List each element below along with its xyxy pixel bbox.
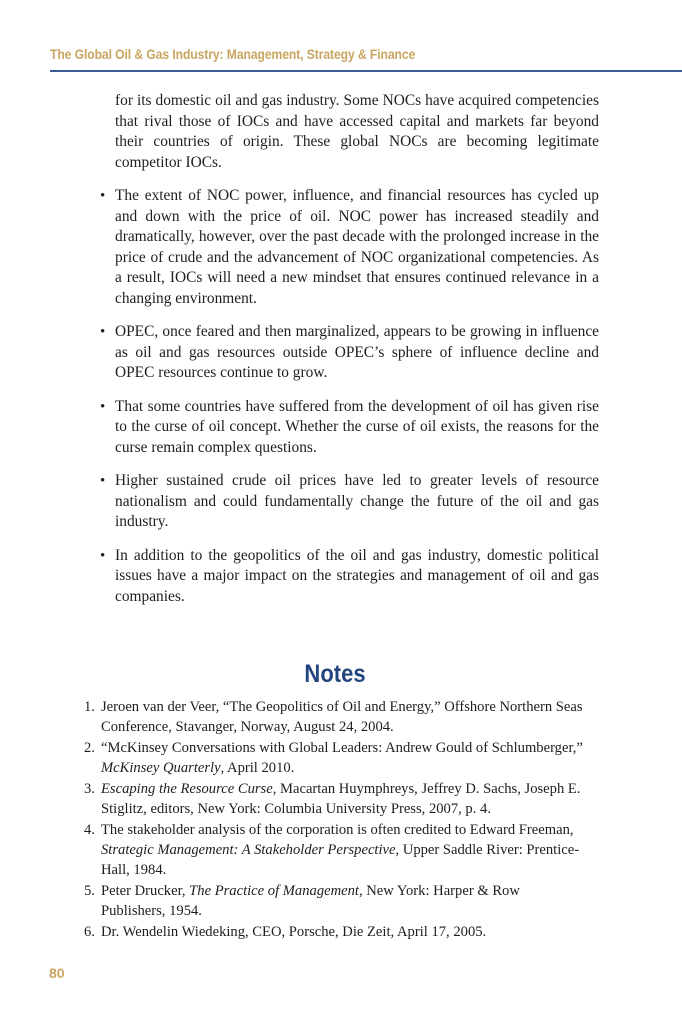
bullet-text: That some countries have suffered from the development of oil has given rise to the curse of oil concept. Whether the curse of oil exists, the reasons for the curse remain complex questions. — [115, 397, 599, 456]
bullet-text: Higher sustained crude oil prices have led to greater levels of resource nationalism and could fundamentally change the future of the oil and gas industry. — [115, 472, 599, 530]
note-item — [80, 738, 585, 778]
header-rule — [50, 70, 682, 72]
bullet-text: In addition to the geopolitics of the oil and gas industry, domestic political issues have a major impact on the strategies and management of oil and gas companies. — [115, 546, 599, 605]
note-italic-title: Escaping the Resource Curse — [101, 780, 273, 797]
note-number: 5. — [84, 882, 95, 899]
bullet-item — [100, 186, 599, 309]
bullet-list — [100, 186, 599, 607]
bullet-marker: • — [100, 324, 106, 340]
note-text-after: , Upper Saddle River: Prentice-Hall, 1984. — [101, 841, 580, 879]
note-text-after: , April 2010. — [220, 760, 295, 777]
note-number: 1. — [84, 699, 95, 715]
page-number: 80 — [49, 965, 65, 981]
note-number: 6. — [84, 923, 95, 940]
note-italic-title: The Practice of Management — [189, 882, 359, 899]
note-text: Peter Drucker, — [101, 882, 190, 899]
notes-heading: Notes — [304, 660, 366, 688]
bullet-marker: • — [100, 398, 106, 415]
note-italic-title: McKinsey Quarterly — [101, 760, 221, 777]
note-text: Jeroen van der Veer, “The Geopolitics of Oil and Energy,” Offshore Northern Seas Conference, Stavanger, Norway, August 24, 2004. — [101, 699, 583, 736]
note-text: “McKinsey Conversations with Global Leaders: Andrew Gould of Schlumberger,” — [101, 739, 583, 756]
bullet-text: OPEC, once feared and then marginalized, appears to be growing in influence as oil and gas resources outside OPEC’s sphere of influence decline and OPEC resources continue to grow. — [115, 323, 599, 381]
body-text — [100, 91, 599, 620]
bullet-marker: • — [100, 547, 106, 564]
note-text-after: , New York: Harper & Row Publishers, 1954. — [101, 882, 520, 920]
note-item — [80, 820, 585, 881]
continuation-paragraph: for its domestic oil and gas industry. Some NOCs have acquired competencies that rival those of IOCs and have accessed capital and markets far beyond their countries of origin. These global NOCs are becoming legitimate competitor IOCs. — [115, 92, 599, 171]
note-text: Dr. Wendelin Wiedeking, CEO, Porsche, Die Zeit, April 17, 2005. — [101, 923, 487, 940]
note-item — [80, 881, 585, 921]
bullet-marker: • — [100, 188, 106, 204]
bullet-text: The extent of NOC power, influence, and financial resources has cycled up and down with the price of oil. NOC power has increased steadily and dramatically, however, over the past decade with the prolonged increase in the price of crude and the advancement of NOC organizational competencies. As a result, IOCs will need a new mindset that ensures continued relevance in a changing environment. — [115, 187, 599, 307]
bullet-item — [100, 397, 599, 459]
bullet-item — [100, 322, 599, 384]
notes-list — [80, 697, 585, 942]
note-text: The stakeholder analysis of the corporation is often credited to Edward Freeman, — [101, 821, 574, 838]
running-head-title: The Global Oil & Gas Industry: Management, Strategy & Finance — [50, 47, 416, 62]
bullet-item — [100, 471, 599, 533]
note-number: 2. — [84, 739, 95, 756]
bullet-item — [100, 546, 599, 608]
note-text-after: , Macartan Huymphreys, Jeffrey D. Sachs, Joseph E. Stiglitz, editors, New York: Columbia University Press, 2007, p. 4. — [101, 780, 581, 818]
note-number: 4. — [84, 821, 95, 838]
note-number: 3. — [84, 780, 95, 797]
note-item — [80, 697, 585, 737]
note-item — [80, 922, 585, 942]
bullet-marker: • — [100, 473, 106, 489]
note-item — [80, 779, 585, 819]
note-italic-title: Strategic Management: A Stakeholder Perspective — [101, 841, 396, 858]
